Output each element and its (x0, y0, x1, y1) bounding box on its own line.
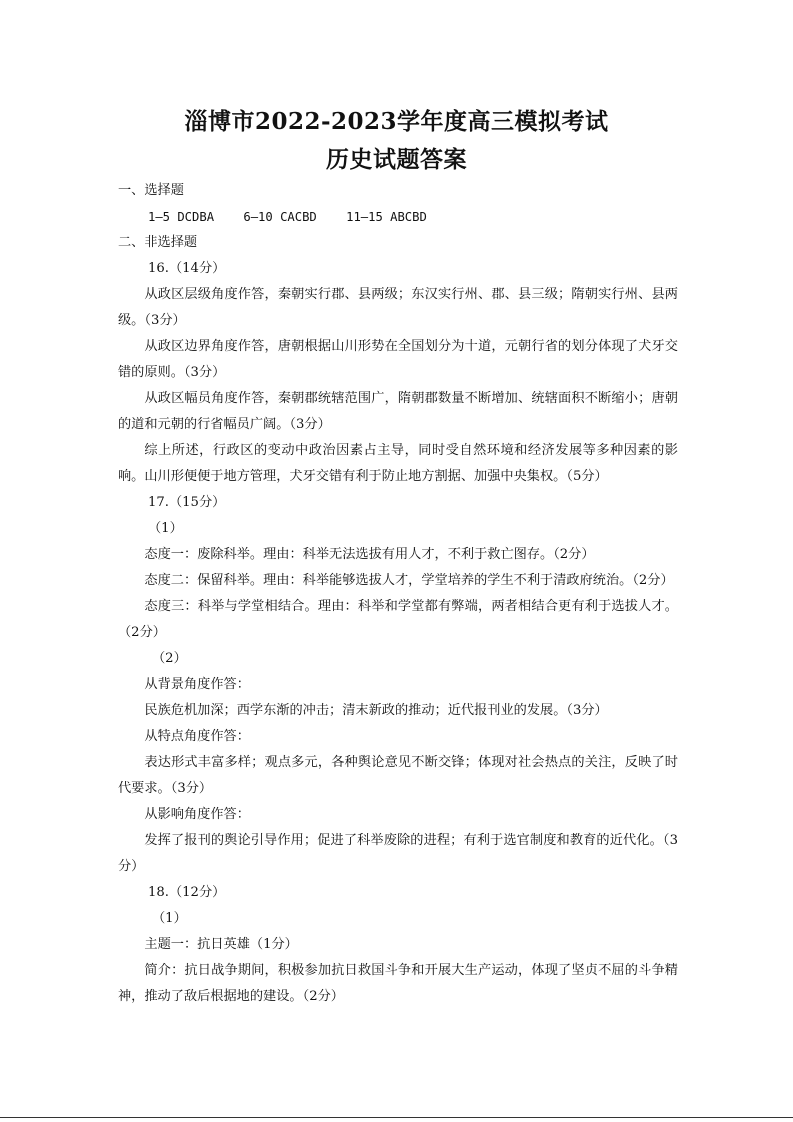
q16-paragraph-4: 综上所述，行政区的变动中政治因素占主导，同时受自然环境和经济发展等多种因素的影响。山川形便便于地方管理，犬牙交错有利于防止地方割据、加强中央集权。（5分） (118, 443, 678, 484)
section-heading-nonchoice: 二、非选择题 (118, 235, 198, 250)
section-heading-choice: 一、选择题 (118, 183, 184, 198)
q16-paragraph-1: 从政区层级角度作答，秦朝实行郡、县两级；东汉实行州、郡、县三级；隋朝实行州、县两级。（3分） (118, 287, 678, 328)
question-18-heading: 18.（12分） (148, 885, 226, 900)
q17-features-heading: 从特点角度作答： (144, 729, 250, 744)
document-title: 淄博市2022-2023学年度高三模拟考试 (184, 108, 609, 135)
q17-features: 表达形式丰富多样；观点多元，各种舆论意见不断交锋；体现对社会热点的关注，反映了时代要求。（3分） (118, 755, 678, 796)
question-17-heading: 17.（15分） (148, 495, 226, 510)
q17-background: 民族危机加深；西学东渐的冲击；清末新政的推动；近代报刊业的发展。（3分） (144, 703, 608, 718)
answer-content (118, 178, 678, 1010)
q17-impact-heading: 从影响角度作答： (144, 807, 250, 822)
q17-attitude-3: 态度三：科举与学堂相结合。理由：科举和学堂都有弊端，两者相结合更有利于选拔人才。（2分） (118, 599, 678, 640)
q17-background-heading: 从背景角度作答： (144, 677, 250, 692)
document-subtitle: 历史试题答案 (326, 146, 467, 173)
q17-subpart-2: （2） (152, 651, 187, 666)
q16-paragraph-3: 从政区幅员角度作答，秦朝郡统辖范围广，隋朝郡数量不断增加、统辖面积不断缩小；唐朝的道和元朝的行省幅员广阔。（3分） (118, 391, 678, 432)
q16-paragraph-2: 从政区边界角度作答，唐朝根据山川形势在全国划分为十道，元朝行省的划分体现了犬牙交错的原则。（3分） (118, 339, 678, 380)
q17-attitude-2: 态度二：保留科举。理由：科举能够选拔人才，学堂培养的学生不利于清政府统治。（2分） (144, 573, 674, 588)
q18-theme: 主题一：抗日英雄（1分） (144, 937, 298, 952)
q18-subpart-1: （1） (152, 911, 187, 926)
q17-attitude-1: 态度一：废除科举。理由：科举无法选拔有用人才，不利于救亡图存。（2分） (144, 547, 595, 562)
q18-intro: 简介：抗日战争期间，积极参加抗日救国斗争和开展大生产运动，体现了坚贞不屈的斗争精神，推动了敌后根据地的建设。（2分） (118, 963, 678, 1004)
choice-answers: 1—5 DCDBA 6—10 CACBD 11—15 ABCBD (148, 210, 427, 224)
q17-subpart-1: （1） (148, 521, 183, 536)
q17-impact: 发挥了报刊的舆论引导作用；促进了科举废除的进程；有利于选官制度和教育的近代化。（3分） (118, 833, 678, 874)
question-16-heading: 16.（14分） (148, 261, 226, 276)
bottom-divider (0, 1117, 793, 1118)
